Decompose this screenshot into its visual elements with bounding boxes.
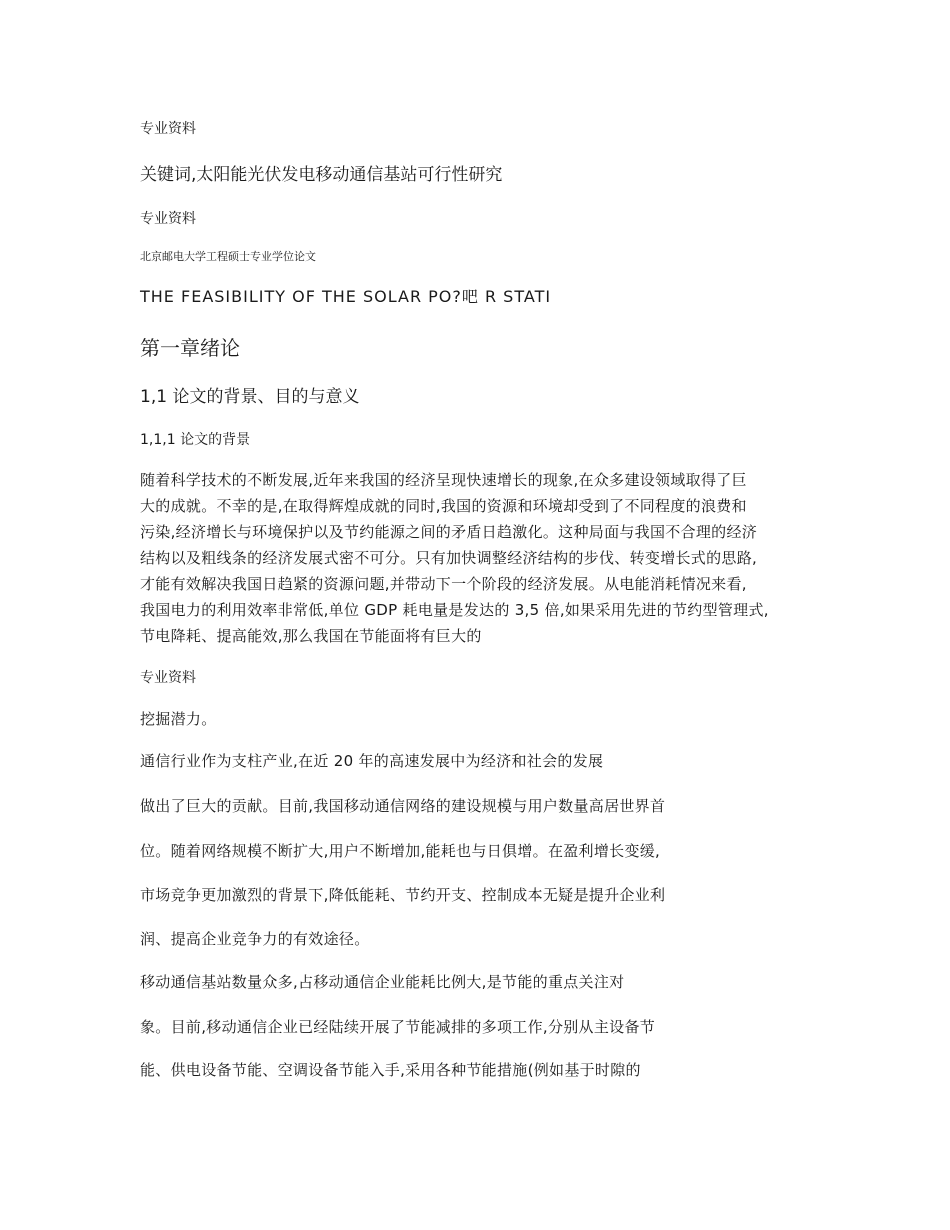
- paragraph-line: 节电降耗、提高能效,那么我国在节能面将有巨大的: [140, 627, 482, 645]
- section-title: 1,1 论文的背景、目的与意义: [140, 387, 360, 407]
- paragraph-line: 大的成就。不幸的是,在取得辉煌成就的同时,我国的资源和环境却受到了不同程度的浪费和: [140, 497, 747, 515]
- subsection-title: 1,1,1 论文的背景: [140, 432, 251, 448]
- header-label: 专业资料: [140, 121, 196, 137]
- paragraph-line: 才能有效解决我国日趋紧的资源问题,并带动下一个阶段的经济发展。从电能消耗情况来看,: [140, 575, 747, 593]
- body-line: 通信行业作为支柱产业,在近 20 年的高速发展中为经济和社会的发展: [140, 752, 604, 770]
- header-label: 专业资料: [140, 670, 196, 686]
- background-paragraph: [140, 467, 820, 649]
- body-line: 象。目前,移动通信企业已经陆续开展了节能减排的多项工作,分别从主设备节: [140, 1018, 656, 1036]
- header-label: 专业资料: [140, 211, 196, 227]
- paragraph-line: 随着科学技术的不断发展,近年来我国的经济呈现快速增长的现象,在众多建设领域取得了巨: [140, 471, 747, 489]
- body-line: 市场竞争更加激烈的背景下,降低能耗、节约开支、控制成本无疑是提升企业利: [140, 886, 666, 904]
- paragraph-line: 我国电力的利用效率非常低,单位 GDP 耗电量是发达的 3,5 倍,如果采用先进的节约型管理式,: [140, 601, 769, 619]
- keywords-line: 关键词,太阳能光伏发电移动通信基站可行性研究: [140, 165, 503, 185]
- english-title: THE FEASIBILITY OF THE SOLAR PO?吧 R STATI: [140, 287, 552, 306]
- body-line: 移动通信基站数量众多,占移动通信企业能耗比例大,是节能的重点关注对: [140, 973, 625, 991]
- thesis-label: 北京邮电大学工程硕士专业学位论文: [140, 250, 316, 263]
- paragraph-line: 污染,经济增长与环境保护以及节约能源之间的矛盾日趋激化。这种局面与我国不合理的经济: [140, 523, 758, 541]
- chapter-title: 第一章绪论: [140, 336, 240, 360]
- body-line: 润、提高企业竞争力的有效途径。: [140, 930, 370, 948]
- paragraph-line: 结构以及粗线条的经济发展式密不可分。只有加快调整经济结构的步伐、转变增长式的思路,: [140, 549, 758, 567]
- body-line: 位。随着网络规模不断扩大,用户不断增加,能耗也与日俱增。在盈利增长变缓,: [140, 842, 661, 860]
- body-line: 做出了巨大的贡献。目前,我国移动通信网络的建设规模与用户数量高居世界首: [140, 797, 666, 815]
- body-line: 挖掘潜力。: [140, 710, 217, 728]
- body-line: 能、供电设备节能、空调设备节能入手,采用各种节能措施(例如基于时隙的: [140, 1061, 641, 1079]
